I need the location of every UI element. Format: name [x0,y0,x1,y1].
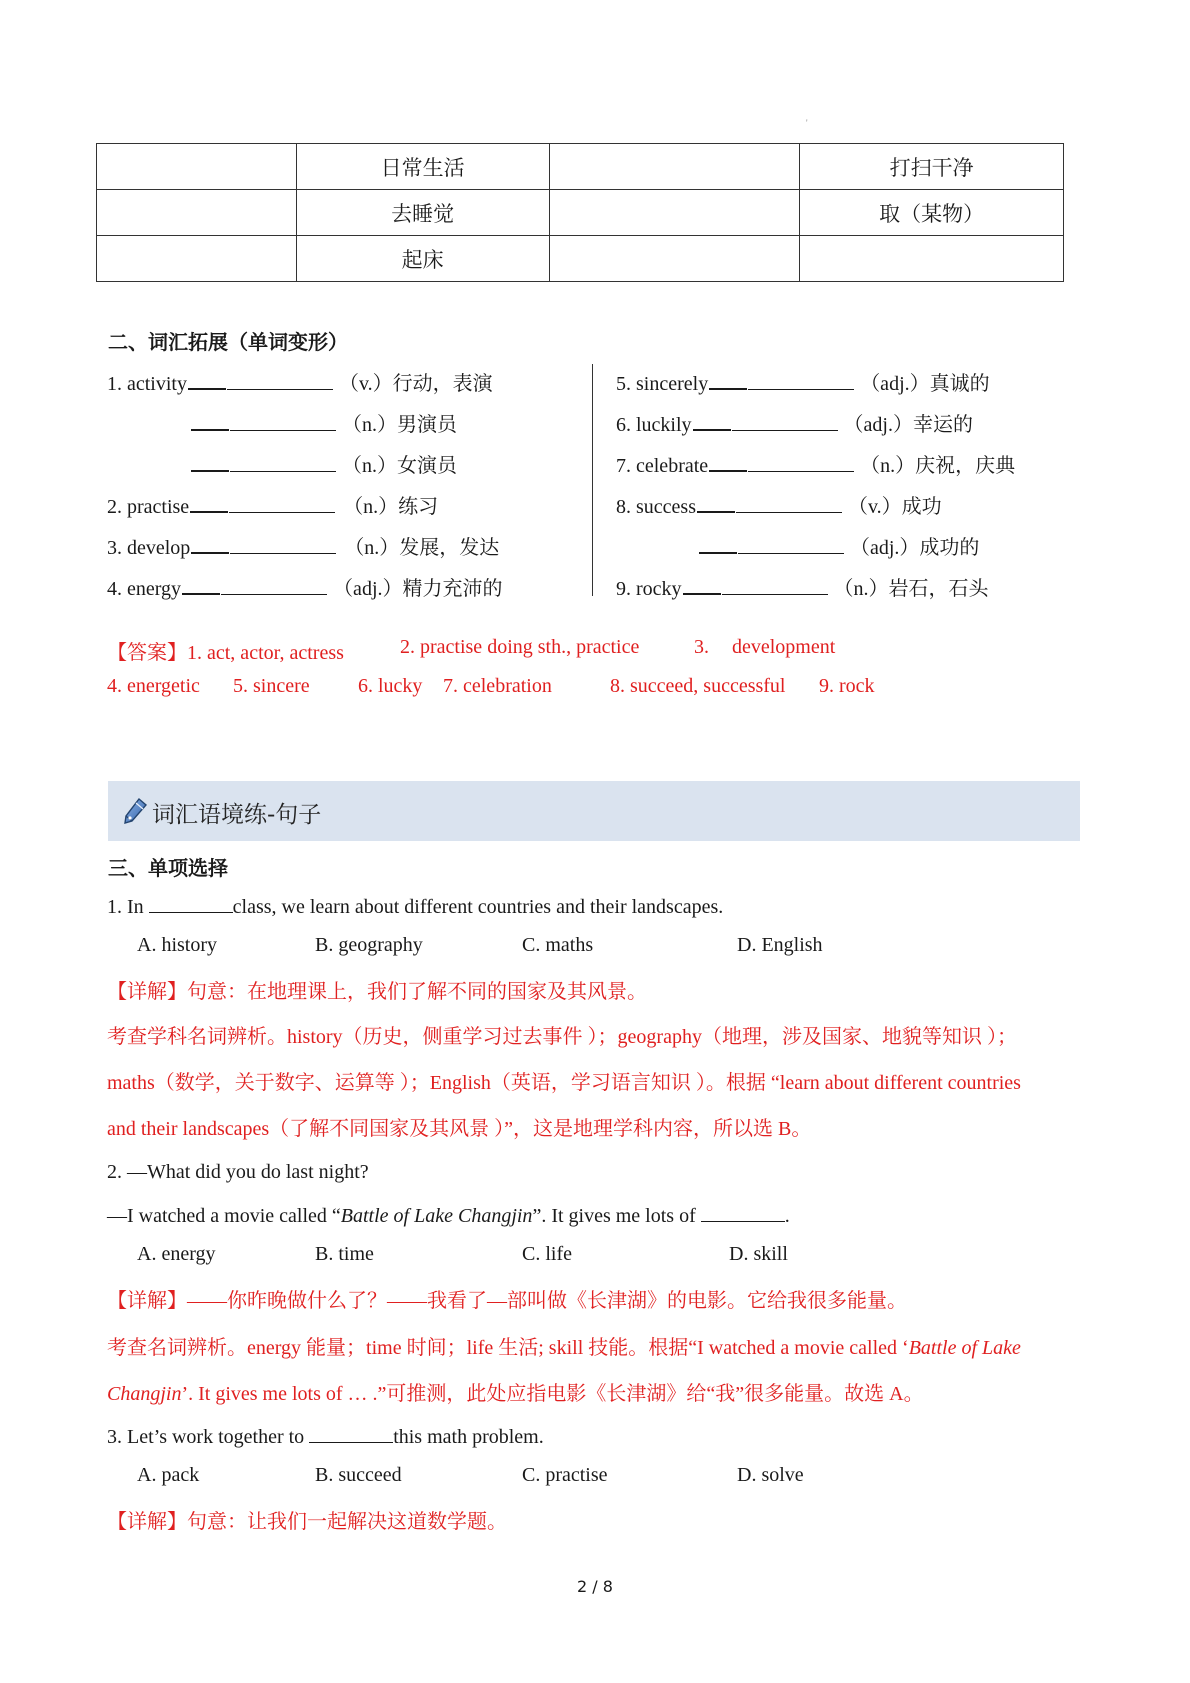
table-cell [549,190,800,236]
explanation-text: maths（数学，关于数字、运算等 ）；English（英语，学习语言知识 ）。根据 “learn about different countries [107,1072,1021,1094]
part-of-speech: （n.）女演员 [342,455,457,477]
answer-blank[interactable] [701,1202,785,1222]
option-b[interactable]: B. geography [315,934,423,956]
dash-mark [191,539,229,554]
question-stem [107,1202,790,1228]
answer-item: 3. [694,636,709,658]
section-heading-single-choice: 三、单项选择 [108,856,228,880]
table-cell: 去睡觉 [296,190,549,236]
answer-line-1 [107,636,344,665]
option-a[interactable]: A. pack [137,1464,200,1486]
answer-item: 5. sincere [233,675,310,697]
part-of-speech: （v.）行动，表演 [338,373,493,395]
answer-blank[interactable] [227,370,333,390]
part-of-speech: （adj.）成功的 [850,537,980,559]
answer-item: 6. lucky [358,675,423,697]
word-prompt: 7. celebrate [616,455,709,477]
answer-blank[interactable] [736,493,842,513]
part-of-speech: （adj.）幸运的 [843,414,973,436]
answer-blank[interactable] [732,411,838,431]
table-cell [549,144,800,190]
table-row [97,236,1064,282]
exercise-line [616,367,990,396]
table-cell [549,236,800,282]
film-title: Changjin [107,1383,182,1405]
word-prompt: 4. energy [107,578,182,600]
explanation-text: 考查名词辨析。energy 能量；time 时间；life 生活; skill 技能。根据“I watched a movie called ‘ [107,1337,909,1359]
exercise-line [616,572,989,601]
option-d[interactable]: D. English [737,934,823,956]
dash-mark [697,498,735,513]
dash-mark [709,375,747,390]
explanation-paragraph [107,1014,1082,1152]
option-d[interactable]: D. skill [729,1243,788,1265]
exercise-line [107,490,438,519]
dash-mark [190,498,228,513]
film-title: Battle of Lake Changjin [340,1205,533,1227]
stem-text: —I watched a movie called “ [107,1205,341,1227]
table-row [97,144,1064,190]
answer-item: 1. act, actor, actress [187,642,344,664]
table-cell: 日常生活 [296,144,549,190]
stem-text: 3. Let’s work together to [107,1426,310,1448]
exercise-line [616,490,942,519]
answer-blank[interactable] [738,534,844,554]
table-cell: 打扫干净 [800,144,1064,190]
exercise-line [698,531,979,560]
answer-item: 2. practise doing sth., practice [400,636,640,658]
stem-text: . [784,1205,790,1227]
table-cell [97,236,297,282]
column-divider [592,364,593,596]
table-cell [97,190,297,236]
stem-text: class, we learn about different countries and their landscapes. [232,896,724,918]
pencil-icon [122,797,148,825]
part-of-speech: （n.）庆祝，庆典 [860,455,1016,477]
question-stem [107,893,723,919]
film-title: Battle of Lake [908,1337,1021,1359]
part-of-speech: （v.）成功 [847,496,942,518]
option-a[interactable]: A. history [137,934,217,956]
explanation-tag: 【详解】 [107,981,187,1003]
answer-item: 4. energetic [107,675,200,697]
option-c[interactable]: C. practise [522,1464,608,1486]
answer-blank[interactable] [221,575,327,595]
stem-text: this math problem. [393,1426,544,1448]
page-mark: ' [806,118,808,128]
table-row [97,190,1064,236]
option-c[interactable]: C. life [522,1243,572,1265]
explanation-line [107,1377,924,1406]
word-prompt: 2. practise [107,496,190,518]
table-cell: 起床 [296,236,549,282]
explanation-tag: 【详解】 [107,1511,187,1533]
option-b[interactable]: B. succeed [315,1464,402,1486]
exercise-line [616,449,1015,478]
answer-blank[interactable] [230,534,336,554]
question-stem: 2. —What did you do last night? [107,1161,369,1183]
word-prompt: 8. success [616,496,696,518]
dash-mark [188,375,226,390]
explanation-text: ——你昨晚做什么了？——我看了—部叫做《长津湖》的电影。它给我很多能量。 [187,1290,907,1312]
exercise-line [616,408,973,437]
exercise-line [190,408,457,437]
dash-mark [182,580,220,595]
vocab-table [96,143,1064,282]
answer-blank[interactable] [229,493,335,513]
exercise-line [107,367,493,396]
dash-mark [709,457,747,472]
dash-mark [683,580,721,595]
answer-item: 9. rock [819,675,875,697]
dash-mark [191,457,229,472]
answer-blank[interactable] [722,575,828,595]
answer-blank[interactable] [748,452,854,472]
stem-text: ”. It gives me lots of [532,1205,701,1227]
option-a[interactable]: A. energy [137,1243,216,1265]
dash-mark [699,539,737,554]
part-of-speech: （adj.）真诚的 [860,373,990,395]
section-heading-vocab-expansion: 二、词汇拓展（单词变形） [108,330,348,354]
part-of-speech: （n.）岩石，石头 [833,578,989,600]
answer-blank[interactable] [230,411,336,431]
banner-title: 词汇语境练-句子 [152,802,322,828]
word-prompt: 3. develop [107,537,191,559]
table-cell [97,144,297,190]
answer-tag: 【答案】 [107,642,187,664]
option-b[interactable]: B. time [315,1243,374,1265]
explanation-line [107,1331,1021,1360]
table-cell: 取（某物） [800,190,1064,236]
word-prompt: 6. luckily [616,414,692,436]
option-c[interactable]: C. maths [522,934,594,956]
explanation-line [107,1505,507,1534]
explanation-text: and their landscapes（了解不同国家及其风景 ）”，这是地理学科内容，所以选 B。 [107,1118,812,1140]
exercise-line [107,531,499,560]
option-d[interactable]: D. solve [737,1464,804,1486]
answer-blank[interactable] [309,1423,393,1443]
answer-item: development [732,636,836,658]
explanation-line [107,975,647,1004]
explanation-text: 句意：让我们一起解决这道数学题。 [187,1511,507,1533]
table-cell [800,236,1064,282]
part-of-speech: （n.）练习 [343,496,439,518]
exercise-line [107,572,503,601]
dash-mark [693,416,731,431]
explanation-text: 考查学科名词辨析。history（历史，侧重学习过去事件 ）；geography（地理，涉及国家、地貌等知识 ）； [107,1026,1017,1048]
explanation-text: 句意：在地理课上，我们了解不同的国家及其风景。 [187,981,647,1003]
explanation-text: ’. It gives me lots of … .”可推测，此处应指电影《长津湖》给“我”很多能量。故选 A。 [181,1383,924,1405]
word-prompt: 5. sincerely [616,373,709,395]
dash-mark [191,416,229,431]
answer-blank[interactable] [230,452,336,472]
explanation-line [107,1284,907,1313]
part-of-speech: （n.）发展，发达 [344,537,500,559]
answer-item: 7. celebration [443,675,552,697]
page-number: 2 / 8 [577,1577,613,1596]
answer-item: 8. succeed, successful [610,675,786,697]
word-prompt: 1. activity [107,373,187,395]
answer-blank[interactable] [149,893,233,913]
part-of-speech: （adj.）精力充沛的 [333,578,503,600]
exercise-line [190,449,457,478]
stem-text: 1. In [107,896,149,918]
explanation-tag: 【详解】 [107,1290,187,1312]
answer-blank[interactable] [748,370,854,390]
word-prompt: 9. rocky [616,578,682,600]
part-of-speech: （n.）男演员 [342,414,457,436]
section-banner [108,781,1080,841]
question-stem [107,1423,544,1449]
